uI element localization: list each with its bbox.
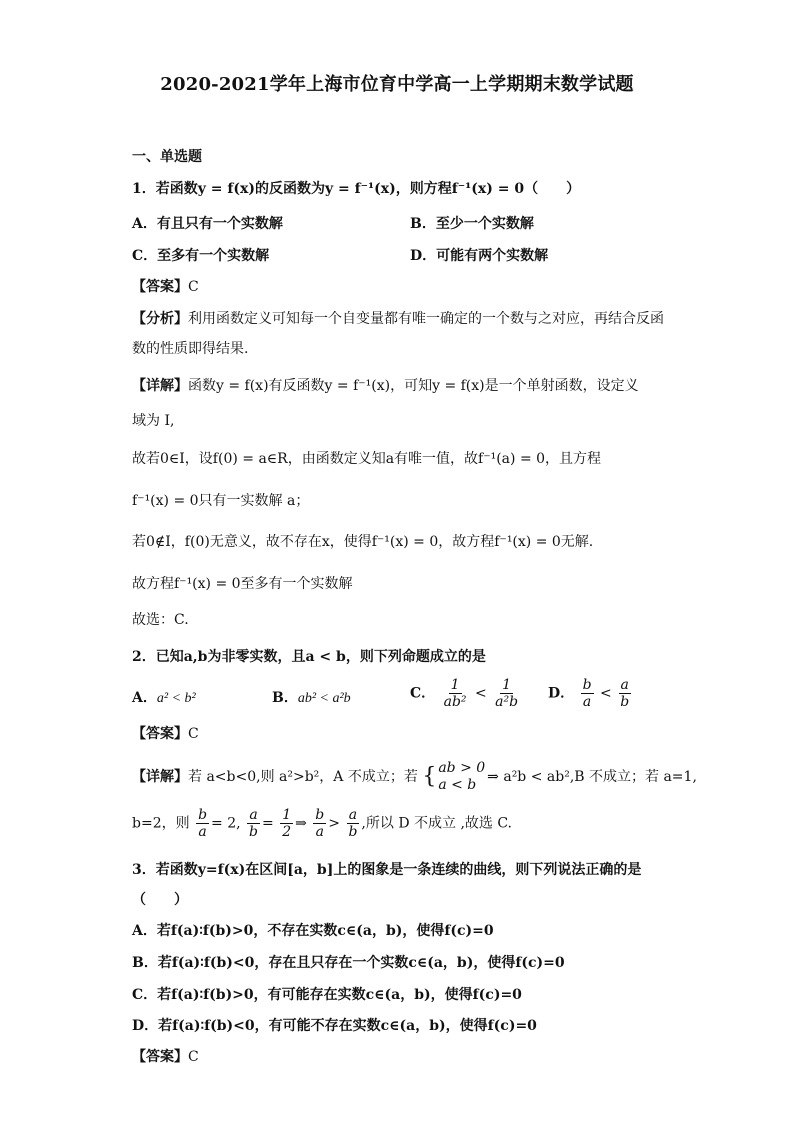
answer-value: C: [188, 1049, 199, 1065]
answer-tag: 【答案】: [132, 279, 188, 295]
q1-stem: 1．若函数y = f(x)的反函数为y = f⁻¹(x)，则方程f⁻¹(x) = 0（ ）: [132, 181, 581, 197]
q1-detail-line-7: 故选：C.: [132, 612, 189, 628]
q3-stem: 3．若函数y=f(x)在区间[a，b]上的图象是一条连续的曲线，则下列说法正确的是: [132, 862, 642, 878]
relation: <: [474, 685, 487, 702]
q1-analysis-line-1: [132, 308, 664, 328]
option-label: D．: [548, 685, 575, 702]
q2-detail-line-2: b=2，则 $\frac{b}{a}$ = 2, $\frac{a}{b}$ = $\frac{1}{2}$ ⇒ $\frac{b}{a}$ > $\frac{a}{b}$ ,所以 D 不成立 ,故选 C.: [132, 807, 513, 840]
q1-analysis-line-2: 数的性质即得结果.: [132, 341, 249, 357]
q1-detail-line-1: [132, 375, 639, 395]
q1-option-d: D．可能有两个实数解: [410, 248, 549, 264]
left-brace: {: [422, 764, 437, 790]
answer-value: C: [188, 726, 199, 742]
detail-text: ,所以 D 不成立 ,故选 C.: [361, 815, 513, 832]
detail-tag: 【详解】: [132, 378, 188, 394]
fraction: $\frac{1}{\text{ab²}}$: [443, 677, 467, 710]
option-label: A．: [132, 690, 157, 706]
option-label: C．: [410, 685, 436, 702]
q1-option-c: C．至多有一个实数解: [132, 248, 270, 264]
detail-text: ⇒ a²b < ab²,B 不成立；若 a=1,: [487, 768, 697, 785]
fraction: $\frac{1}{\text{a²b}}$: [495, 677, 519, 710]
analysis-text: 利用函数定义可知每一个自变量都有唯一确定的一个数与之对应，再结合反函: [188, 311, 664, 327]
q1-option-b: B．至少一个实数解: [410, 216, 534, 232]
q3-option-b: B．若f(a)∶f(b)<0，存在且只存在一个实数c∈(a，b)，使得f(c)=0: [132, 955, 565, 971]
q2-option-d: [548, 678, 633, 709]
q3-answer: [132, 1046, 199, 1066]
q3-option-a: A．若f(a)∶f(b)>0，不存在实数c∈(a，b)，使得f(c)=0: [132, 923, 494, 939]
q1-detail-line-3: 故若0∈I，设f(0) = a∈R，由函数定义知a有唯一值，故f⁻¹(a) = 0，且方程: [132, 451, 602, 467]
fraction: $\frac{a}{b}$: [620, 677, 630, 710]
q2-detail-line-1: [132, 760, 697, 794]
q1-detail-line-6: 故方程f⁻¹(x) = 0至多有一个实数解: [132, 576, 353, 592]
section-heading: 一、单选题: [132, 149, 202, 165]
q2-option-a: [132, 687, 196, 707]
relation: <: [600, 685, 612, 702]
q2-answer: [132, 723, 199, 743]
option-label: B．: [272, 690, 298, 706]
fraction: $\frac{b}{a}$: [582, 677, 592, 710]
option-expression: ab² < a²b: [297, 691, 351, 706]
q1-detail-line-4: f⁻¹(x) = 0只有一实数解 a；: [132, 493, 310, 509]
q3-option-c: C．若f(a)∶f(b)>0，有可能存在实数c∈(a，b)，使得f(c)=0: [132, 987, 522, 1003]
q2-stem: 2．已知a,b为非零实数，且a < b，则下列命题成立的是: [132, 649, 486, 665]
answer-value: C: [188, 279, 199, 295]
q1-option-a: A．有且只有一个实数解: [132, 216, 283, 232]
detail-tag: 【详解】: [132, 768, 188, 785]
answer-tag: 【答案】: [132, 1049, 188, 1065]
condition-system: ab > 0 a < b: [438, 760, 486, 793]
q2-option-c: [410, 678, 522, 709]
analysis-tag: 【分析】: [132, 311, 188, 327]
q1-answer: [132, 276, 199, 296]
option-expression: a² < b²: [156, 691, 196, 706]
detail-text: 函数y = f(x)有反函数y = f⁻¹(x)，可知y = f(x)是一个单射函数，设定义: [188, 378, 639, 394]
detail-text: b=2，则: [132, 815, 190, 832]
detail-text: 若 a<b<0,则 a²>b²，A 不成立；若: [188, 768, 418, 785]
q3-stem-bracket: （ ）: [132, 892, 188, 908]
q3-option-d: D．若f(a)∶f(b)<0，有可能不存在实数c∈(a，b)，使得f(c)=0: [132, 1018, 537, 1034]
q2-option-b: [272, 687, 351, 707]
q1-detail-line-5: 若0∉I，f(0)无意义，故不存在x，使得f⁻¹(x) = 0，故方程f⁻¹(x) = 0无解.: [132, 534, 594, 550]
page-title: 2020-2021学年上海市位育中学高一上学期期末数学试题: [160, 74, 634, 95]
answer-tag: 【答案】: [132, 726, 188, 742]
q1-detail-line-2: 域为 I,: [132, 413, 175, 429]
